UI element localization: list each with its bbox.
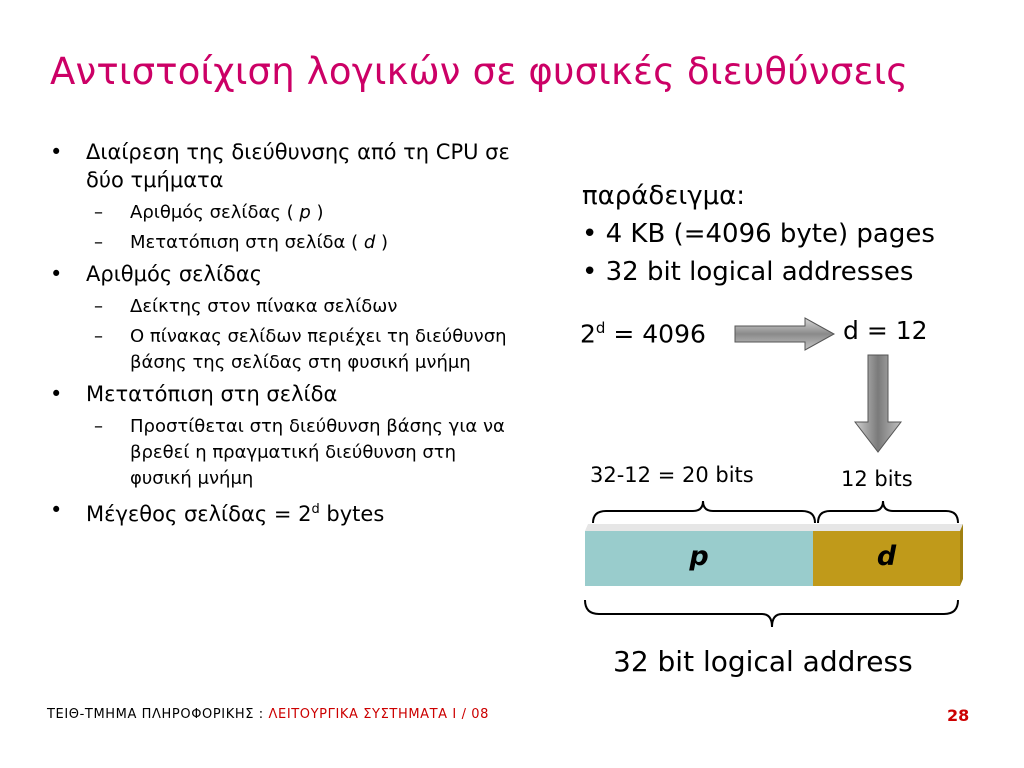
footer: ΤΕΙΘ-ΤΜΗΜΑ ΠΛΗΡΟΦΟΡΙΚΗΣ : ΛΕΙΤΟΥΡΓΙΚΑ ΣΥΣΤΗΜΑΤΑ Ι / 08	[47, 707, 490, 722]
bullet-item: • Αριθμός σελίδας	[50, 262, 263, 286]
bits-label-right: 12 bits	[841, 467, 913, 491]
right-arrow-icon	[735, 318, 834, 350]
down-arrow-icon	[855, 355, 901, 452]
bullet-text: Αριθμός σελίδας	[86, 262, 263, 286]
sub-bullet-item: – Δείκτης στον πίνακα σελίδων	[94, 296, 398, 317]
sub-bullet-item: – Αριθμός σελίδας ( p )	[94, 202, 324, 223]
example-line: • 4 KB (=4096 byte) pages	[582, 219, 935, 249]
bullet-text: Μετατόπιση στη σελίδα	[86, 382, 338, 406]
bullet-item: • Μέγεθος $\sigma\varepsilon\lambda ί\delta\alpha\varsigma = 2^d$ bytes	[50, 498, 385, 526]
example-heading: παράδειγμα:	[582, 181, 746, 211]
bullet-item: • Μετατόπιση στη σελίδα	[50, 382, 338, 406]
brace-12-bits-icon	[818, 501, 958, 523]
brace-20-bits-icon	[593, 501, 815, 523]
segment-d: d	[813, 531, 960, 586]
result-label: d = 12	[843, 316, 928, 345]
sub-bullet-item: – Ο πίνακας σελίδων περιέχει τη διεύθυνση βάσης της σελίδας στη φυσική μνήμη	[94, 326, 507, 373]
sub-bullet-item: – Μετατόπιση στη σελίδα ( d )	[94, 232, 389, 253]
slide-title: Αντιστοίχιση λογικών σε φυσικές διευθύνσεις	[50, 50, 909, 93]
segment-3d-side	[960, 524, 963, 586]
bullet-text: Διαίρεση της διεύθυνσης από τη CPU σε δύο τμήματα	[86, 140, 510, 192]
brace-32-bits-icon	[585, 600, 958, 627]
formula: $2^d = 4096$	[580, 319, 706, 349]
segment-3d-top	[585, 524, 963, 531]
page-number: 28	[947, 706, 970, 725]
bits-label-left: 32-12 = 20 bits	[590, 463, 754, 487]
bullet-item: • Διαίρεση της διεύθυνσης από τη CPU σε δύο τμήματα	[50, 140, 510, 192]
example-line: • 32 bit logical addresses	[582, 257, 914, 287]
sub-bullet-item: – Προστίθεται στη διεύθυνση βάσης για να βρεθεί η πραγματική διεύθυνση στη φυσική μνήμη	[94, 416, 505, 489]
segment-p: p	[585, 531, 814, 586]
address-label: 32 bit logical address	[613, 645, 913, 678]
